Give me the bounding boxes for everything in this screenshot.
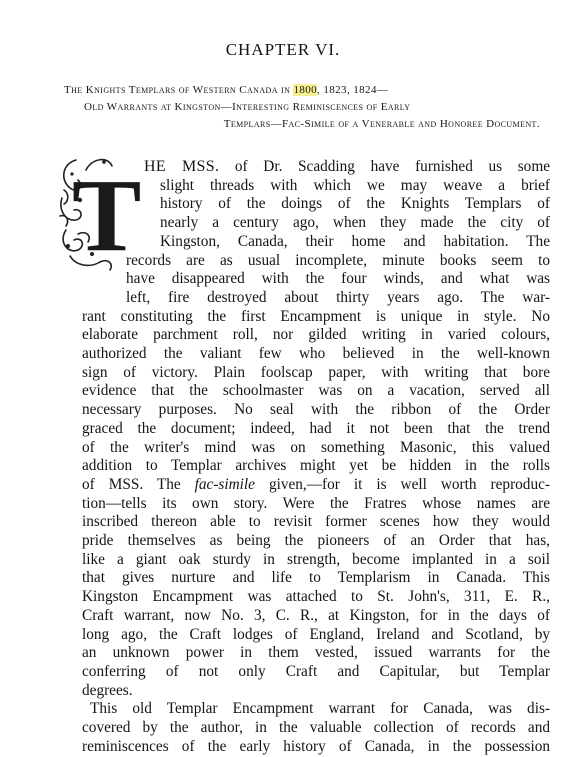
text-line: conferring of not only Craft and Capitular, but Templar <box>82 662 550 680</box>
text-line: have disappeared with the four winds, and what was <box>126 270 550 288</box>
summary-line-1 <box>64 82 544 99</box>
text-line: of the writer's mind was on something Masonic, this valued <box>82 438 550 456</box>
text-line: HE MSS. of Dr. Scadding have furnished us some <box>144 158 551 175</box>
text-line: graced the document; indeed, had it not been that the trend <box>82 419 550 437</box>
text-line: that gives nurture and life to Templarism in Canada. This <box>82 569 550 587</box>
chapter-title: CHAPTER VI. <box>225 40 341 59</box>
summary-line-3: Templars—Fac-Simile of a Venerable and Honoree Document. <box>223 118 540 130</box>
text-line: authorized the valiant few who believed in the well-known <box>82 345 550 363</box>
text-line: an unknown power in them vested, issued warrants for the <box>82 644 550 662</box>
text-line: tion—tells its own story. Were the Fratres whose names are <box>82 494 550 512</box>
text-line: pride themselves as being the pioneers of an Order that has, <box>82 532 550 550</box>
text-line: long ago, the Craft lodges of England, Ireland and Scotland, by <box>82 625 550 643</box>
text-line: reminiscences of the early history of Canada, in the possession <box>82 737 550 755</box>
highlighted-year: 1800 <box>293 84 318 96</box>
text-line: This old Templar Encampment warrant for Canada, was dis- <box>90 700 550 718</box>
text-line: Kingston, Canada, their home and habitation. The <box>160 232 550 250</box>
chapter-summary <box>64 82 544 133</box>
text-line: inscribed thereon able to revisit former scenes how they would <box>82 513 550 531</box>
text-line: slight threads with which we may weave a brief <box>160 176 550 194</box>
text-line: evidence that the schoolmaster was on a vacation, served all <box>82 382 550 400</box>
emphasis: fac-simile <box>194 475 255 493</box>
text-line: of MSS. The fac-simile given,—for it is well worth reproduc- <box>82 475 550 493</box>
summary-text: The Knights Templars of Western Canada in <box>64 84 294 96</box>
summary-line-2: Old Warrants at Kingston—Interesting Reminiscences of Early <box>84 101 411 113</box>
summary-text: , 1823, 1824— <box>317 84 389 96</box>
text-line: history of the doings of the Knights Templars of <box>160 195 550 213</box>
text-line: elaborate parchment roll, nor gilded writing in varied colours, <box>82 326 550 344</box>
text-line: degrees. <box>82 681 133 699</box>
body-text <box>82 158 550 757</box>
text-line: covered by the author, in the valuable collection of records and <box>82 719 550 737</box>
text-line: Kingston Encampment was attached to St. John's, 311, E. R., <box>82 588 550 606</box>
text-line: necessary purposes. No seal with the ribbon of the Order <box>82 401 550 419</box>
drop-cap-letter: T <box>72 158 142 273</box>
text-line: addition to Templar archives might yet be hidden in the rolls <box>82 457 550 475</box>
text-line: like a giant oak sturdy in strength, become implanted in a soil <box>82 550 550 568</box>
text-line: records are as usual incomplete, minute books seem to <box>126 251 550 269</box>
text-line: rant constituting the first Encampment is unique in style. No <box>82 307 550 325</box>
text-line: sign of victory. Plain foolscap paper, with writing that bore <box>82 363 550 381</box>
text-line: left, fire destroyed about thirty years ago. The war- <box>126 288 550 306</box>
text-line: nearly a century ago, when they made the city of <box>160 214 550 232</box>
text-line: Craft warrant, now No. 3, C. R., at Kingston, for in the days of <box>82 606 550 624</box>
